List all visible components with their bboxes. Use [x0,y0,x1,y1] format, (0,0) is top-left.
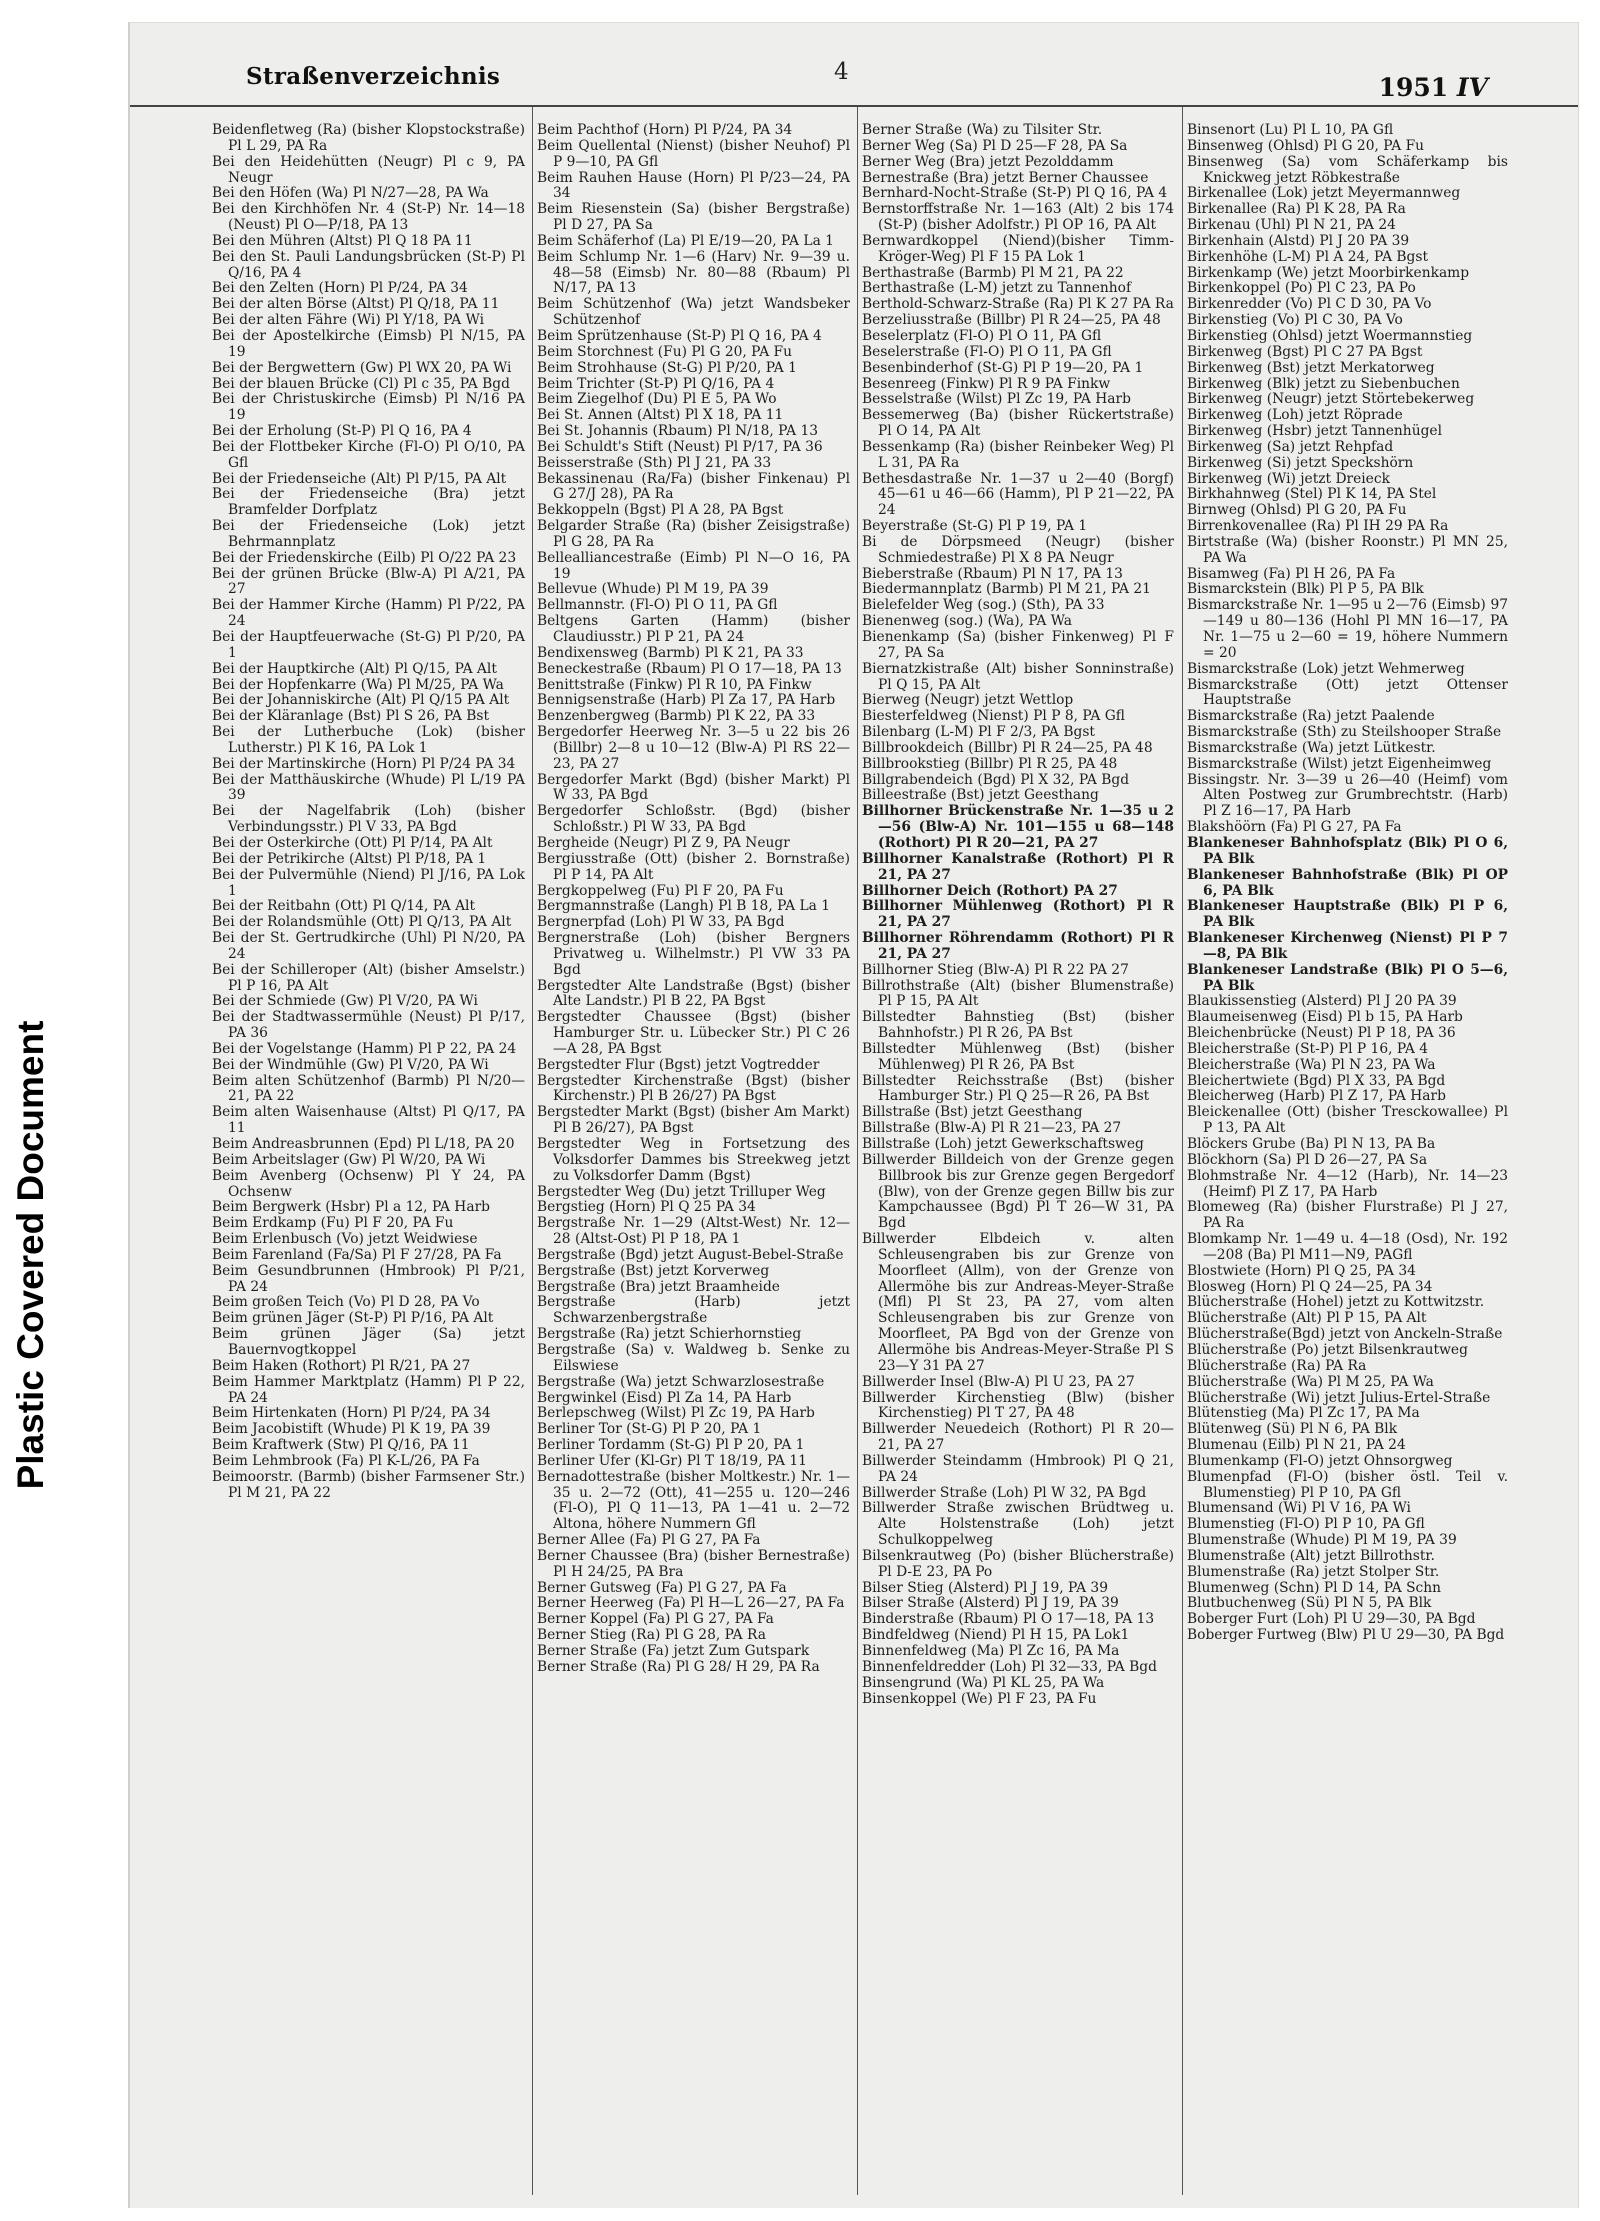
street-entry: Blücherstraße (Wa) Pl M 25, PA Wa [1187,1373,1434,1390]
street-entry: Bei den Kirchhöfen Nr. 4 (St-P) Nr. 14—18 (Neust) Pl O—P/18, PA 13 [212,201,525,234]
street-entry: Blosweg (Horn) Pl Q 24—25, PA 34 [1187,1278,1433,1295]
street-entry: Blaumeisenweg (Eisd) Pl b 15, PA Harb [1187,1009,1463,1026]
street-entry: Bissingstr. Nr. 3—39 u 26—40 (Heimf) vom Alten Postweg zur Grumbrechtstr. (Harb) Pl Z 16—17, PA Harb [1187,771,1508,820]
street-entry: Bilser Stieg (Alsterd) Pl J 19, PA 39 [862,1579,1108,1596]
street-entry: Birnweg (Ohlsd) Pl G 20, PA Fu [1187,502,1407,519]
street-entry: Belgarder Straße (Ra) (bisher Zeisigstraße) Pl G 28, PA Ra [537,518,850,550]
street-entry: Berner Koppel (Fa) Pl G 27, PA Fa [537,1611,774,1628]
street-entry: Bi de Dörpsmeed (Neugr) (bisher Schmiedestraße) Pl X 8 PA Neugr [862,533,1174,566]
street-entry: Beim alten Waisenhause (Altst) Pl Q/17, PA 11 [212,1104,525,1137]
street-entry: Bei der Hopfenkarre (Wa) Pl M/25, PA Wa [212,676,504,693]
street-entry: Blücherstraße(Bgd) jetzt von Anckeln-Straße [1187,1326,1503,1343]
street-entry: Beim Kraftwerk (Stw) Pl Q/16, PA 11 [212,1437,470,1454]
street-entry: Billwerder Steindamm (Hmbrook) Pl Q 21, PA 24 [862,1452,1174,1485]
street-entry: Biesterfeldweg (Nienst) Pl P 8, PA Gfl [862,708,1126,725]
street-entry: Bei den St. Pauli Landungsbrücken (St-P) Pl Q/16, PA 4 [212,248,525,281]
street-entry: Bei der Friedenskirche (Eilb) Pl O/22 PA 23 [212,549,517,566]
street-entry: Berner Allee (Fa) Pl G 27, PA Fa [537,1532,761,1549]
street-entry: Bergstedter Weg in Fortsetzung des Volksdorfer Dammes bis Streekweg jetzt zu Volksdorfer Damm (Bgst) [537,1136,850,1184]
street-entry: Billwerder Kirchenstieg (Blw) (bisher Kirchenstieg) Pl T 27, PA 48 [862,1389,1174,1422]
street-entry: Berner Heerweg (Fa) Pl H—L 26—27, PA Fa [537,1595,845,1612]
street-entry: Billstedter Bahnstieg (Bst) (bisher Bahnhofstr.) Pl R 26, PA Bst [862,1009,1174,1042]
street-entry: Bessenkamp (Ra) (bisher Reinbeker Weg) Pl L 31, PA Ra [862,438,1174,471]
street-entry: Bergstraße (Harb) jetzt Schwarzenbergstraße [537,1294,850,1327]
street-entry: Birkenstieg (Vo) Pl C 30, PA Vo [1187,312,1403,329]
street-entry: Beidenfletweg (Ra) (bisher Klopstockstraße) Pl L 29, PA Ra [212,122,525,154]
street-entry: Berthastraße (Barmb) Pl M 21, PA 22 [862,264,1124,281]
street-entry: Beim Pachthof (Horn) Pl P/24, PA 34 [537,122,793,138]
side-label-text: Plastic Covered Document [10,1020,51,1490]
street-entry: Beim Trichter (St-P) Pl Q/16, PA 4 [537,375,775,392]
street-entry: Bergnerpfad (Loh) Pl W 33, PA Bgd [537,914,785,931]
street-entry: Blankeneser Kirchenweg (Nienst) Pl P 7—8, PA Blk [1187,930,1508,962]
street-entry: Bekkoppeln (Bgst) Pl A 28, PA Bgst [537,502,784,519]
street-entry: Bei der Erholung (St-P) Pl Q 16, PA 4 [212,423,472,440]
street-entry: Bei der Flottbeker Kirche (Fl-O) Pl O/10, PA Gfl [212,438,525,471]
street-entry: Bilsenkrautweg (Po) (bisher Blücherstraße) Pl D-E 23, PA Po [862,1547,1174,1580]
street-entry: Bergstedter Alte Landstraße (Bgst) (bisher Alte Landstr.) Pl B 22, PA Bgst [537,977,850,1010]
street-entry: Besenreeg (Finkw) Pl R 9 PA Finkw [862,375,1111,392]
street-entry: Bei den Höfen (Wa) Pl N/27—28, PA Wa [212,185,489,202]
street-entry: Beim Riesenstein (Sa) (bisher Bergstraße) Pl D 27, PA Sa [537,201,850,234]
document-page [128,22,1579,2208]
street-entry: Billhorner Röhrendamm (Rothort) Pl R 21, PA 27 [862,930,1174,962]
street-entry: Blumenau (Eilb) Pl N 21, PA 24 [1187,1437,1406,1454]
street-entry: Billstraße (Bst) jetzt Geesthang [862,1104,1083,1121]
street-entry: Bienenweg (sog.) (Wa), PA Wa [862,613,1072,630]
street-entry: Bergedorfer Schloßstr. (Bgd) (bisher Schloßstr.) Pl W 33, PA Bgd [537,803,850,836]
street-entry: Billwerder Billdeich von der Grenze gegen Billbrook bis zur Grenze gegen Bergedorf (Blw), von der Grenze gegen Billw bis zur Kampchaussee (Bgd) Pl T 26—W 31, PA Bgd [862,1151,1174,1232]
street-entry: Bleichertwiete (Bgd) Pl X 33, PA Bgd [1187,1072,1446,1089]
street-entry: Billwerder Neuedeich (Rothort) Pl R 20—21, PA 27 [862,1421,1174,1454]
street-entry: Bilser Straße (Alsterd) Pl J 19, PA 39 [862,1595,1119,1612]
street-entry: Berliner Ufer (Kl-Gr) Pl T 18/19, PA 11 [537,1452,807,1469]
street-entry: Bei der Hammer Kirche (Hamm) Pl P/22, PA 24 [212,597,525,630]
street-entry: Boberger Furtweg (Blw) Pl U 29—30, PA Bgd [1187,1627,1505,1644]
street-entry: Blücherstraße (Wi) jetzt Julius-Ertel-Straße [1187,1389,1491,1406]
street-entry: Billgrabendeich (Bgd) Pl X 32, PA Bgd [862,771,1130,788]
street-entry: Binsenkoppel (We) Pl F 23, PA Fu [862,1690,1097,1707]
street-entry: Billwerder Elbdeich v. alten Schleusengraben bis zur Grenze von Moorfleet (Allm), von der Grenze von Allermöhe bis zur Andreas-Meyer-Straße (Mfl) Pl St 23, PA 27, vom alten Schleusengraben bis zur Grenze von Moorfleet, PA Bgd von der Grenze von Allermöhe bis Andreas-Meyer-Straße Pl S 23—Y 31 PA 27 [862,1231,1174,1374]
street-entry: Bei der Matthäuskirche (Whude) Pl L/19 PA 39 [212,771,525,804]
street-entry: Beselerplatz (Fl-O) Pl O 11, PA Gfl [862,327,1102,344]
street-entry: Bei der Hauptfeuerwache (St-G) Pl P/20, PA 1 [212,629,525,661]
street-entry: Bismarckstraße (Ra) jetzt Paalende [1187,708,1435,725]
street-entry: Bergmannstraße (Langh) Pl B 18, PA La 1 [537,898,831,915]
street-entry: Bergheide (Neugr) Pl Z 9, PA Neugr [537,834,790,851]
street-entry: Birkhahnweg (Stel) Pl K 14, PA Stel [1187,486,1437,503]
street-entry: Birkenweg (Hsbr) jetzt Tannenhügel [1187,423,1442,440]
street-entry: Birkenkamp (We) jetzt Moorbirkenkamp [1187,264,1470,281]
street-entry: Blankeneser Hauptstraße (Blk) Pl P 6, PA Blk [1187,898,1508,931]
street-entry: Bergkoppelweg (Fu) Pl F 20, PA Fu [537,882,784,899]
street-entry: Bei der alten Fähre (Wi) Pl Y/18, PA Wi [212,312,484,329]
street-entry: Beim Schützenhof (Wa) jetzt Wandsbeker Schützenhof [537,296,850,329]
street-entry: Billhorner Deich (Rothort) PA 27 [862,882,1118,899]
street-entry: Bergstraße (Wa) jetzt Schwarzlosestraße [537,1373,825,1390]
street-entry: Benzenbergweg (Barmb) Pl K 22, PA 33 [537,708,816,725]
street-entry: Bellealliancestraße (Eimb) Pl N—O 16, PA 19 [537,549,850,582]
street-entry: Blütenstieg (Ma) Pl Zc 17, PA Ma [1187,1405,1420,1422]
street-entry: Benittstraße (Finkw) Pl R 10, PA Finkw [537,676,812,693]
street-entry: Birkenweg (Bst) jetzt Merkatorweg [1187,359,1435,376]
street-entry: Bisamweg (Fa) Pl H 26, PA Fa [1187,565,1396,582]
street-entry: Birkenstieg (Ohlsd) jetzt Woermannstieg [1187,327,1473,344]
index-column-3 [857,107,1178,2195]
street-entry: Beim Hammer Marktplatz (Hamm) Pl P 22, PA 24 [212,1373,525,1406]
street-entry: Bielefelder Weg (sog.) (Sth), PA 33 [862,597,1105,614]
street-entry: Berner Straße (Ra) Pl G 28/ H 29, PA Ra [537,1658,820,1675]
index-column-4 [1182,107,1512,2195]
street-entry: Bismarckstraße (Lok) jetzt Wehmerweg [1187,660,1465,677]
street-entry: Bergedorfer Markt (Bgd) (bisher Markt) Pl W 33, PA Bgd [537,771,850,804]
street-entry: Bendixensweg (Barmb) Pl K 21, PA 33 [537,644,804,661]
street-entry: Birkenhöhe (L-M) Pl A 24, PA Bgst [1187,248,1429,265]
street-entry: Billstedter Reichsstraße (Bst) (bisher Hamburger Str.) Pl Q 25—R 26, PA Bst [862,1072,1174,1105]
street-entry: Birkenkoppel (Po) Pl C 23, PA Po [1187,280,1416,297]
street-entry: Biedermannplatz (Barmb) Pl M 21, PA 21 [862,581,1151,598]
street-entry: Bei der Pulvermühle (Niend) Pl J/16, PA Lok 1 [212,866,525,899]
street-entry: Birkenau (Uhl) Pl N 21, PA 24 [1187,217,1396,234]
page-title: Straßenverzeichnis [246,63,501,90]
street-entry: Bergstieg (Horn) Pl Q 25 PA 34 [537,1199,756,1216]
street-entry: Blücherstraße (Hohel) jetzt zu Kottwitzstr. [1187,1294,1485,1311]
street-entry: Beim Farenland (Fa/Sa) Pl F 27/28, PA Fa [212,1246,502,1263]
street-entry: Beim Arbeitslager (Gw) Pl W/20, PA Wi [212,1151,486,1168]
street-entry: Beisserstraße (Sth) Pl J 21, PA 33 [537,454,772,471]
street-entry: Bei der Reitbahn (Ott) Pl Q/14, PA Alt [212,898,476,915]
street-entry: Bergstraße (Bst) jetzt Korverweg [537,1262,770,1279]
street-entry: Binnenfeldredder (Loh) Pl 32—33, PA Bgd [862,1658,1157,1675]
street-entry: Billrothstraße (Alt) (bisher Blumenstraße) Pl P 15, PA Alt [862,977,1174,1010]
street-entry: Bieberstraße (Rbaum) Pl N 17, PA 13 [862,565,1123,582]
street-entry: Berner Chaussee (Bra) (bisher Bernestraße) Pl H 24/25, PA Bra [537,1547,850,1580]
street-entry: Birkenredder (Vo) Pl C D 30, PA Vo [1187,296,1432,313]
street-entry: Binsenort (Lu) Pl L 10, PA Gfl [1187,122,1394,138]
street-entry: Berthold-Schwarz-Straße (Ra) Pl K 27 PA Ra [862,296,1174,313]
street-entry: Billhorner Stieg (Blw-A) Pl R 22 PA 27 [862,961,1129,978]
street-entry: Beim grünen Jäger (St-P) Pl P/16, PA Alt [212,1310,494,1327]
street-entry: Blumenweg (Schn) Pl D 14, PA Schn [1187,1579,1442,1596]
street-entry: Blumenkamp (Fl-O) jetzt Ohnsorgweg [1187,1452,1453,1469]
street-entry: Beim Ziegelhof (Du) Pl E 5, PA Wo [537,391,777,408]
street-entry: Blaukissenstieg (Alsterd) Pl J 20 PA 39 [1187,993,1457,1010]
street-entry: Beneckestraße (Rbaum) Pl O 17—18, PA 13 [537,660,842,677]
street-entry: Beim alten Schützenhof (Barmb) Pl N/20—21, PA 22 [212,1072,525,1105]
street-entry: Binsenweg (Ohlsd) Pl G 20, PA Fu [1187,137,1425,154]
street-entry: Berthastraße (L-M) jetzt zu Tannenhof [862,280,1132,297]
street-entry: Birkenweg (Bgst) Pl C 27 PA Bgst [1187,343,1423,360]
street-entry: Bethesdastraße Nr. 1—37 u 2—40 (Borgf) 45—61 u 46—66 (Hamm), Pl P 21—22, PA 24 [862,470,1174,519]
street-entry: Blumenstraße (Alt) jetzt Billrothstr. [1187,1547,1435,1564]
street-entry: Billbrookstieg (Billbr) Pl R 25, PA 48 [862,755,1118,772]
street-entry: Bergstraße (Ra) jetzt Schierhornstieg [537,1326,802,1343]
street-entry: Beim Schlump Nr. 1—6 (Harv) Nr. 9—39 u. 48—58 (Eimsb) Nr. 80—88 (Rbaum) Pl N/17, PA 13 [537,248,850,297]
street-entry: Bei der Friedenseiche (Alt) Pl P/15, PA Alt [212,470,507,487]
street-entry: Billbrookdeich (Billbr) Pl R 24—25, PA 48 [862,739,1153,756]
street-entry: Bei Schuldt's Stift (Neust) Pl P/17, PA 36 [537,438,823,455]
street-entry: Bei der Lutherbuche (Lok) (bisher Lutherstr.) Pl K 16, PA Lok 1 [212,724,525,756]
street-entry: Bindfeldweg (Niend) Pl H 15, PA Lok1 [862,1627,1130,1644]
street-entry: Bei der Bergwettern (Gw) Pl WX 20, PA Wi [212,359,512,376]
street-entry: Bellmannstr. (Fl-O) Pl O 11, PA Gfl [537,597,778,614]
street-entry: Billwerder Insel (Blw-A) Pl U 23, PA 27 [862,1373,1135,1390]
street-entry: Blöckhorn (Sa) Pl D 26—27, PA Sa [1187,1151,1428,1168]
street-entry: Berliner Tordamm (St-G) Pl P 20, PA 1 [537,1437,805,1454]
street-entry: Blomkamp Nr. 1—49 u. 4—18 (Osd), Nr. 192—208 (Ba) Pl M11—N9, PAGfl [1187,1231,1508,1263]
street-entry: Bei der Nagelfabrik (Loh) (bisher Verbindungsstr.) Pl V 33, PA Bgd [212,803,525,836]
street-entry: Blomeweg (Ra) (bisher Flurstraße) Pl J 27, PA Ra [1187,1199,1508,1232]
header-year: 1951 [1378,73,1449,102]
street-entry: Blankeneser Bahnhofstraße (Blk) Pl OP 6, PA Blk [1187,866,1508,899]
street-entry: Birtstraße (Wa) (bisher Roonstr.) Pl MN 25, PA Wa [1187,533,1508,566]
street-entry: Birkenallee (Ra) Pl K 28, PA Ra [1187,201,1406,218]
street-entry: Bleicherstraße (St-P) Pl P 16, PA 4 [1187,1040,1429,1057]
street-entry: Beim Andreasbrunnen (Epd) Pl L/18, PA 20 [212,1136,515,1152]
street-entry: Bergstraße (Bgd) jetzt August-Bebel-Straße [537,1246,844,1263]
street-entry: Blankeneser Bahnhofsplatz (Blk) Pl O 6, PA Blk [1187,834,1508,867]
street-entry: Bismarckstraße (Wa) jetzt Lütkestr. [1187,739,1436,756]
street-entry: Bergiusstraße (Ott) (bisher 2. Bornstraße) Pl P 14, PA Alt [537,850,850,883]
street-entry: Blumenpfad (Fl-O) (bisher östl. Teil v. Blumenstieg) Pl P 10, PA Gfl [1187,1468,1508,1501]
street-entry: Bei der Hauptkirche (Alt) Pl Q/15, PA Alt [212,660,497,677]
street-entry: Blohmstraße Nr. 4—12 (Harb), Nr. 14—23 (Heimf) Pl Z 17, PA Harb [1187,1167,1508,1200]
header-section: IV [1456,73,1488,102]
street-entry: Beim Lehmbrook (Fa) Pl K-L/26, PA Fa [212,1452,480,1469]
street-entry: Blakshöörn (Fa) Pl G 27, PA Fa [1187,819,1402,836]
street-entry: Beimoorstr. (Barmb) (bisher Farmsener Str.) Pl M 21, PA 22 [212,1468,525,1501]
street-entry: Beselerstraße (Fl-O) Pl O 11, PA Gfl [862,343,1112,360]
street-entry: Blutbuchenweg (Sü) Pl N 5, PA Blk [1187,1595,1432,1612]
street-entry: Bernadottestraße (bisher Moltkestr.) Nr. 1—35 u. 2—72 (Ott), 41—255 u. 120—246 (Fl-O), Pl Q 11—13, PA 1—41 u. 2—72 Altona, höhere Nummern Gfl [537,1468,850,1533]
street-entry: Beim Storchnest (Fu) Pl G 20, PA Fu [537,343,793,360]
street-entry: Bei der Windmühle (Gw) Pl V/20, PA Wi [212,1056,489,1073]
street-entry: Bierweg (Neugr) jetzt Wettlop [862,692,1074,709]
street-entry: Bergstedter Markt (Bgst) (bisher Am Markt) Pl B 26/27), PA Bgst [537,1104,850,1137]
street-entry: Billstedter Mühlenweg (Bst) (bisher Mühlenweg) Pl R 26, PA Bst [862,1040,1174,1073]
street-entry: Bergstedter Flur (Bgst) jetzt Vogtredder [537,1056,820,1073]
street-entry: Bleicherweg (Harb) Pl Z 17, PA Harb [1187,1088,1446,1105]
street-entry: Bernestraße (Bra) jetzt Berner Chaussee [862,169,1149,186]
street-entry: Bismarckstraße (Sth) zu Steilshooper Straße [1187,724,1502,741]
street-entry: Berner Gutsweg (Fa) Pl G 27, PA Fa [537,1579,787,1596]
street-entry: Berlepschweg (Wilst) Pl Zc 19, PA Harb [537,1405,815,1422]
street-entry: Birrenkovenallee (Ra) Pl IH 29 PA Ra [1187,518,1449,535]
street-entry: Birkenweg (Sa) jetzt Rehpfad [1187,438,1394,455]
street-entry: Beim Gesundbrunnen (Hmbrook) Pl P/21, PA 24 [212,1262,525,1295]
street-entry: Birkenweg (Loh) jetzt Röprade [1187,407,1403,424]
street-entry: Bei der Stadtwassermühle (Neust) Pl P/17, PA 36 [212,1009,525,1042]
street-entry: Billhorner Kanalstraße (Rothort) Pl R 21, PA 27 [862,850,1174,883]
street-entry: Bei der Christuskirche (Eimsb) Pl N/16 PA 19 [212,391,525,424]
street-entry: Bleichenbrücke (Neust) Pl P 18, PA 36 [1187,1025,1456,1042]
street-entry: Bilenbarg (L-M) Pl F 2/3, PA Bgst [862,724,1095,741]
street-entry: Billwerder Straße (Loh) Pl W 32, PA Bgd [862,1484,1147,1501]
street-entry: Billhorner Brückenstraße Nr. 1—35 u 2—56 (Blw-A) Nr. 101—155 u 68—148 (Rothort) Pl R 20—21, PA 27 [862,803,1174,851]
street-entry: Berzeliusstraße (Billbr) Pl R 24—25, PA 48 [862,312,1161,329]
street-entry: Bei der Petrikirche (Altst) Pl P/18, PA 1 [212,850,487,867]
street-entry: Birkenweg (Blk) jetzt zu Siebenbuchen [1187,375,1460,392]
street-entry: Bergstraße Nr. 1—29 (Altst-West) Nr. 12—28 (Altst-Ost) Pl P 18, PA 1 [537,1215,850,1248]
street-entry: Bennigsenstraße (Harb) Pl Za 17, PA Harb [537,692,836,709]
street-entry: Binsenweg (Sa) vom Schäferkamp bis Knickweg jetzt Röbkestraße [1187,153,1508,186]
street-entry: Binnenfeldweg (Ma) Pl Zc 16, PA Ma [862,1643,1120,1659]
street-entry: Billhorner Mühlenweg (Rothort) Pl R 21, PA 27 [862,898,1174,931]
street-entry: Bei den Zelten (Horn) Pl P/24, PA 34 [212,280,468,297]
street-entry: Bergstraße (Bra) jetzt Braamheide [537,1278,780,1295]
street-entry: Beim Erdkamp (Fu) Pl F 20, PA Fu [212,1215,454,1232]
street-entry: Bergedorfer Heerweg Nr. 3—5 u 22 bis 26 (Billbr) 2—8 u 10—12 (Blw-A) Pl RS 22—23, PA 27 [537,724,850,772]
street-entry: Blücherstraße (Ra) PA Ra [1187,1357,1367,1374]
street-entry: Beim Hirtenkaten (Horn) Pl P/24, PA 34 [212,1405,491,1422]
street-entry: Blankeneser Landstraße (Blk) Pl O 5—6, PA Blk [1187,961,1508,994]
street-entry: Bei der Schmiede (Gw) Pl V/20, PA Wi [212,993,478,1010]
street-entry: Beim Strohhause (St-G) Pl P/20, PA 1 [537,359,797,376]
street-entry: Blostwiete (Horn) Pl Q 25, PA 34 [1187,1262,1416,1279]
page-number: 4 [834,59,849,85]
street-entry: Bei St. Annen (Altst) Pl X 18, PA 11 [537,407,784,424]
street-entry: Besselstraße (Wilst) Pl Zc 19, PA Harb [862,391,1131,408]
index-column-1 [208,107,529,2195]
street-entry: Bleickenallee (Ott) (bisher Tresckowallee) Pl P 13, PA Alt [1187,1104,1508,1137]
street-entry: Birkenweg (Si) jetzt Speckshörn [1187,454,1414,471]
street-entry: Bei St. Johannis (Rbaum) Pl N/18, PA 13 [537,423,819,440]
street-entry: Bernwardkoppel (Niend)(bisher Timm-Kröger-Weg) Pl F 15 PA Lok 1 [862,232,1174,265]
side-label-strip [0,0,62,2221]
street-entry: Binsengrund (Wa) Pl KL 25, PA Wa [862,1674,1105,1691]
street-entry: Bei der St. Gertrudkirche (Uhl) Pl N/20, PA 24 [212,930,525,962]
street-entry: Birkenweg (Wi) jetzt Dreieck [1187,470,1390,487]
street-entry: Bei der blauen Brücke (Cl) Pl c 35, PA Bgd [212,375,510,392]
street-entry: Boberger Furt (Loh) Pl U 29—30, PA Bgd [1187,1611,1476,1628]
street-entry: Beim Quellental (Nienst) (bisher Neuhof) Pl P 9—10, PA Gfl [537,137,850,170]
street-entry: Blumensand (Wi) Pl V 16, PA Wi [1187,1500,1411,1517]
street-entry: Bei der Apostelkirche (Eimsb) Pl N/15, PA 19 [212,327,525,360]
street-entry: Bienenkamp (Sa) (bisher Finkenweg) Pl F 27, PA Sa [862,629,1174,661]
street-entry: Beim Bergwerk (Hsbr) Pl a 12, PA Harb [212,1199,490,1216]
street-entry: Blumenstraße (Ra) jetzt Stolper Str. [1187,1563,1440,1580]
street-entry: Bismarckstraße (Wilst) jetzt Eigenheimweg [1187,755,1492,772]
street-entry: Beim grünen Jäger (Sa) jetzt Bauernvogtkoppel [212,1326,525,1358]
street-entry: Bekassinenau (Ra/Fa) (bisher Finkenau) Pl G 27/J 28), PA Ra [537,470,850,503]
street-entry: Beim Jacobistift (Whude) Pl K 19, PA 39 [212,1421,491,1438]
street-entry: Berner Straße (Fa) jetzt Zum Gutspark [537,1643,810,1659]
street-entry: Bei den Mühren (Altst) Pl Q 18 PA 11 [212,232,473,249]
street-entry: Bei der Kläranlage (Bst) Pl S 26, PA Bst [212,708,490,725]
street-entry: Bismarckstein (Blk) Pl P 5, PA Blk [1187,581,1424,598]
header-year-section [1379,73,1488,102]
street-entry: Billwerder Straße zwischen Brüdtweg u. Alte Holstenstraße (Loh) jetzt Schulkoppelweg [862,1500,1174,1549]
street-entry: Binderstraße (Rbaum) Pl O 17—18, PA 13 [862,1611,1155,1628]
street-entry: Bei der Friedenseiche (Bra) jetzt Bramfelder Dorfplatz [212,486,525,519]
street-entry: Beim Rauhen Hause (Horn) Pl P/23—24, PA 34 [537,169,850,202]
page-header [130,23,1578,107]
street-entry: Beim Sprützenhause (St-P) Pl Q 16, PA 4 [537,327,822,344]
street-entry: Bei der Rolandsmühle (Ott) Pl Q/13, PA Alt [212,914,512,931]
street-entry: Blumenstieg (Fl-O) Pl P 10, PA Gfl [1187,1516,1425,1533]
street-entry: Bergwinkel (Eisd) Pl Za 14, PA Harb [537,1389,792,1406]
street-entry: Bergnerstraße (Loh) (bisher Bergners Privatweg u. Wilhelmstr.) Pl VW 33 PA Bgd [537,930,850,978]
street-entry: Blumenstraße (Whude) Pl M 19, PA 39 [1187,1532,1457,1549]
street-entry: Blücherstraße (Alt) Pl P 15, PA Alt [1187,1310,1427,1327]
street-entry: Blöckers Grube (Ba) Pl N 13, PA Ba [1187,1136,1436,1152]
street-entry: Bei der Vogelstange (Hamm) Pl P 22, PA 24 [212,1040,517,1057]
street-entry: Beim Haken (Rothort) Pl R/21, PA 27 [212,1357,471,1374]
street-entry: Bismarckstraße (Ott) jetzt Ottenser Hauptstraße [1187,676,1508,709]
street-entry: Billstraße (Loh) jetzt Gewerkschaftsweg [862,1136,1144,1152]
street-entry: Berner Weg (Sa) Pl D 25—F 28, PA Sa [862,137,1128,154]
street-entry: Birkenhain (Alstd) Pl J 20 PA 39 [1187,232,1410,249]
street-entry: Beim großen Teich (Vo) Pl D 28, PA Vo [212,1294,480,1311]
street-entry: Bei der grünen Brücke (Blw-A) Pl A/21, PA 27 [212,565,525,598]
street-entry: Beim Schäferhof (La) Pl E/19—20, PA La 1 [537,232,834,249]
street-entry: Beim Erlenbusch (Vo) jetzt Weidwiese [212,1231,478,1248]
street-entry: Bei der alten Börse (Altst) Pl Q/18, PA 11 [212,296,500,313]
street-entry: Bessemerweg (Ba) (bisher Rückertstraße) Pl O 14, PA Alt [862,407,1174,440]
street-entry: Bernstorffstraße Nr. 1—163 (Alt) 2 bis 174 (St-P) (bisher Adolfstr.) Pl OP 16, PA Alt [862,201,1174,234]
street-entry: Birkenweg (Neugr) jetzt Störtebekerweg [1187,391,1475,408]
street-entry: Bei der Martinskirche (Horn) Pl P/24 PA 34 [212,755,516,772]
street-entry: Birkenallee (Lok) jetzt Meyermannweg [1187,185,1461,202]
street-entry: Biernatzkistraße (Alt) bisher Sonninstraße) Pl Q 15, PA Alt [862,660,1174,693]
street-entry: Besenbinderhof (St-G) Pl P 19—20, PA 1 [862,359,1144,376]
street-entry: Bei der Osterkirche (Ott) Pl P/14, PA Alt [212,834,493,851]
street-entry: Bernhard-Nocht-Straße (St-P) Pl Q 16, PA 4 [862,185,1168,202]
street-entry: Blücherstraße (Po) jetzt Bilsenkrautweg [1187,1341,1468,1358]
street-entry: Beltgens Garten (Hamm) (bisher Claudiusstr.) Pl P 21, PA 24 [537,613,850,645]
street-entry: Billeestraße (Bst) jetzt Geesthang [862,787,1099,804]
street-entry: Bismarckstraße Nr. 1—95 u 2—76 (Eimsb) 97—149 u 80—136 (Hohl Pl MN 16—17, PA Nr. 1—75 u 2—60 = 19, höhere Nummern = 20 [1187,597,1508,661]
street-index-columns [208,107,1512,2197]
street-entry: Billstraße (Blw-A) Pl R 21—23, PA 27 [862,1120,1122,1137]
index-column-2 [532,107,854,2195]
street-entry: Beyerstraße (St-G) Pl P 19, PA 1 [862,518,1088,535]
street-entry: Berner Stieg (Ra) Pl G 28, PA Ra [537,1627,766,1644]
street-entry: Bei der Johanniskirche (Alt) Pl Q/15 PA Alt [212,692,510,709]
street-entry: Bei der Friedenseiche (Lok) jetzt Behrmannplatz [212,518,525,550]
street-entry: Bergstedter Kirchenstraße (Bgst) (bisher Kirchenstr.) Pl B 26/27) PA Bgst [537,1072,850,1105]
street-entry: Blütenweg (Sü) Pl N 6, PA Blk [1187,1421,1398,1438]
street-entry: Bergstedter Weg (Du) jetzt Trilluper Weg [537,1183,826,1200]
street-entry: Beim Avenberg (Ochsenw) Pl Y 24, PA Ochsenw [212,1167,525,1200]
street-entry: Bergstraße (Sa) v. Waldweg b. Senke zu Eilswiese [537,1341,850,1374]
street-entry: Berner Straße (Wa) zu Tilsiter Str. [862,122,1103,138]
street-entry: Bei der Schilleroper (Alt) (bisher Amselstr.) Pl P 16, PA Alt [212,961,525,994]
street-entry: Berner Weg (Bra) jetzt Pezolddamm [862,153,1114,170]
street-entry: Bellevue (Whude) Pl M 19, PA 39 [537,581,769,598]
street-entry: Bergstedter Chaussee (Bgst) (bisher Hamburger Str. u. Lübecker Str.) Pl C 26—A 28, PA Bgst [537,1009,850,1057]
street-entry: Bei den Heidehütten (Neugr) Pl c 9, PA Neugr [212,153,525,186]
street-entry: Berliner Tor (St-G) Pl P 20, PA 1 [537,1421,762,1438]
street-entry: Bleicherstraße (Wa) Pl N 23, PA Wa [1187,1056,1436,1073]
